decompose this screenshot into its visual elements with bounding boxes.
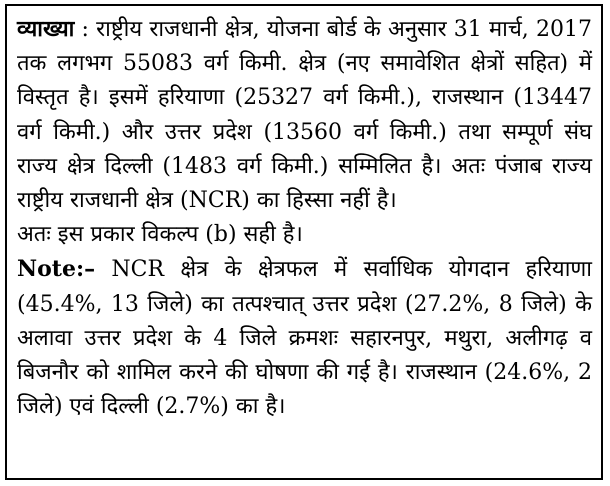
note-label: Note:– — [17, 256, 96, 283]
note-text: NCR क्षेत्र के क्षेत्रफल में सर्वाधिक योगदान हरियाणा (45.4%, 13 जिले) का तत्पश्चात् उत्तर प्रदेश (27.2%, 8 जिले) के अलावा उत्तर प्रदेश के 4 जिले क्रमशः सहारनपुर, मथुरा, अलीगढ़ व बिजनौर को शामिल करने की घोषणा की गई है। राजस्थान (24.6%, 2 जिले) एवं दिल्ली (2.7%) का है। — [17, 257, 592, 420]
explanation-paragraph — [17, 12, 592, 218]
explanation-box — [5, 4, 603, 480]
note-paragraph — [17, 252, 592, 424]
explanation-text: : राष्ट्रीय राजधानी क्षेत्र, योजना बोर्ड के अनुसार 31 मार्च, 2017 तक लगभग 55083 वर्ग किमी. क्षेत्र (नए समावेशित क्षेत्रों सहित) में विस्तृत है। इसमें हरियाणा (25327 वर्ग किमी.), राजस्थान (13447 वर्ग किमी.) और उत्तर प्रदेश (13560 वर्ग किमी.) तथा सम्पूर्ण संघ राज्य क्षेत्र दिल्ली (1483 वर्ग किमी.) सम्मिलित है। अतः पंजाब राज्य राष्ट्रीय राजधानी क्षेत्र (NCR) का हिस्सा नहीं है। — [17, 17, 592, 214]
explanation-label: व्याख्या — [17, 16, 75, 42]
conclusion-line: अतः इस प्रकार विकल्प (b) सही है। — [17, 222, 303, 248]
